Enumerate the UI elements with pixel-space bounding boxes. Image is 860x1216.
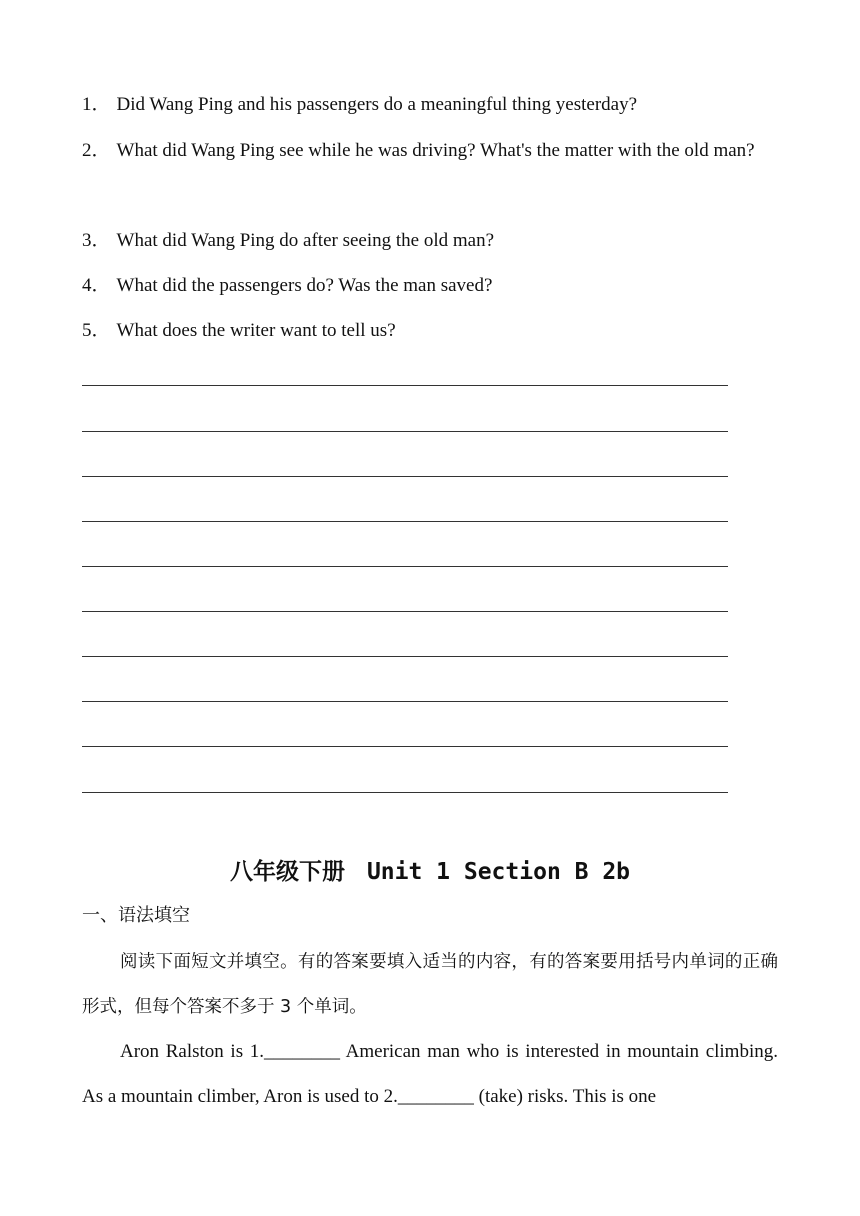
answer-line[interactable] xyxy=(82,431,728,432)
answer-line[interactable] xyxy=(82,521,728,522)
unit-heading xyxy=(0,852,860,892)
answer-line[interactable] xyxy=(82,476,728,477)
question-5 xyxy=(82,308,778,353)
answer-line[interactable] xyxy=(82,611,728,612)
question-number: 1． xyxy=(82,94,111,115)
question-3 xyxy=(82,218,778,263)
question-text: What did the passengers do? Was the man saved? xyxy=(116,275,493,296)
question-text: What did Wang Ping do after seeing the old man? xyxy=(116,230,495,251)
heading-grade: 八年级下册 xyxy=(229,859,345,885)
section-label: 一、语法填空 xyxy=(82,905,190,926)
answer-line[interactable] xyxy=(82,746,728,747)
question-4 xyxy=(82,263,778,308)
question-number: 5． xyxy=(82,320,111,341)
question-number: 3． xyxy=(82,230,111,251)
passage-paragraph: Aron Ralston is 1.________ American man who is interested in mountain climbing. As a mountain climber, Aron is used to 2.________ (take) risks. This is one xyxy=(82,1041,778,1107)
heading-unit: Unit 1 Section B 2b xyxy=(366,859,631,885)
instruction-paragraph: 阅读下面短文并填空。有的答案要填入适当的内容，有的答案要用括号内单词的正确形式，但每个答案不多于 3 个单词。 xyxy=(82,952,778,1017)
answer-line[interactable] xyxy=(82,792,728,793)
question-text: Did Wang Ping and his passengers do a meaningful thing yesterday? xyxy=(116,94,638,115)
question-number: 2． xyxy=(82,140,111,161)
answer-line[interactable] xyxy=(82,701,728,702)
answer-line[interactable] xyxy=(82,566,728,567)
question-2 xyxy=(82,128,778,173)
question-1 xyxy=(82,82,778,127)
answer-line[interactable] xyxy=(82,385,728,386)
question-number: 4． xyxy=(82,275,111,296)
answer-line[interactable] xyxy=(82,656,728,657)
question-text: What does the writer want to tell us? xyxy=(116,320,396,341)
question-text: What did Wang Ping see while he was driving? What's the matter with the old man? xyxy=(116,140,755,161)
